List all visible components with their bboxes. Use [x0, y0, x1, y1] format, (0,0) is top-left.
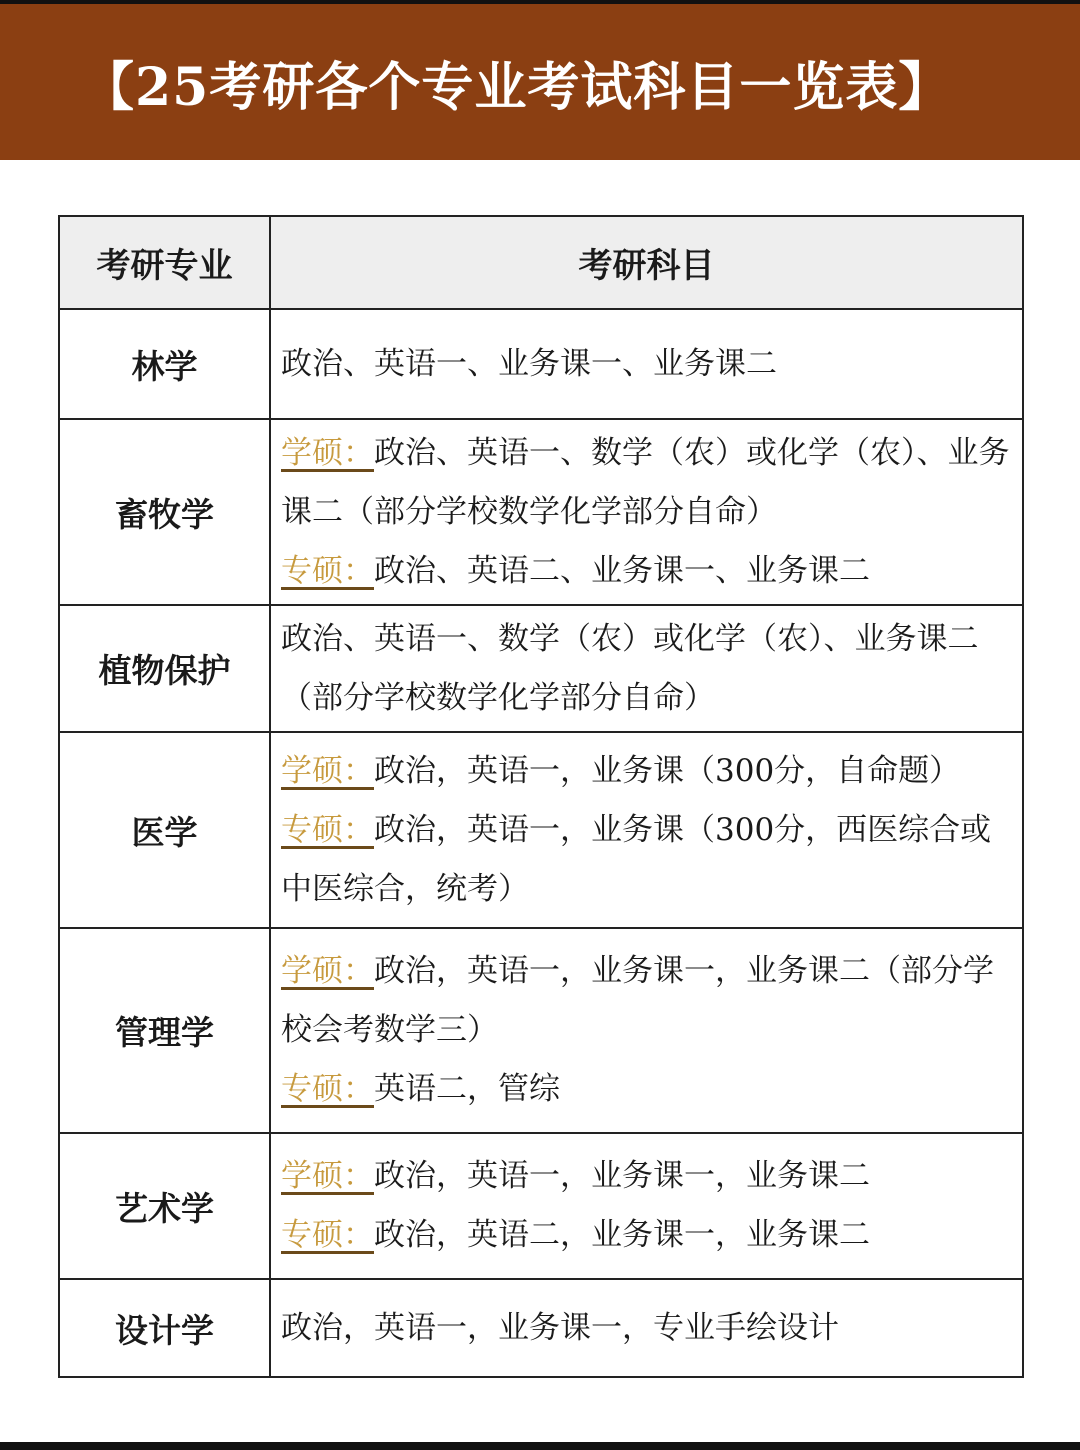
academic-subjects: 政治、英语一、数学（农）或化学（农）、业务课二（部分学校数学化学部分自命） [281, 434, 1010, 530]
table-row [59, 309, 1023, 419]
academic-subjects: 政治，英语一，业务课一，业务课二（部分学校会考数学三） [281, 953, 994, 1048]
professional-subjects: 政治，英语一，业务课（300分，西医综合或中医综合，统考） [281, 811, 992, 907]
table-row [59, 419, 1023, 605]
subjects-cell [270, 309, 1023, 419]
major-name: 植物保护 [59, 605, 270, 732]
subjects-cell [270, 419, 1023, 605]
academic-line [281, 424, 1014, 542]
academic-label: 学硕： [281, 752, 374, 789]
bottom-edge [0, 1442, 1080, 1450]
academic-line [281, 742, 1014, 801]
subjects-text: 政治、英语一、业务课一、业务课二 [281, 345, 777, 382]
page-title: 【25考研各个专业考试科目一览表】 [82, 57, 952, 118]
subjects-cell [270, 1279, 1023, 1377]
major-name: 林学 [59, 309, 270, 419]
subjects-cell [270, 605, 1023, 732]
professional-line [281, 1060, 1014, 1119]
column-header-subjects: 考研科目 [270, 216, 1023, 309]
professional-label: 专硕： [281, 552, 374, 589]
academic-line [281, 1147, 1014, 1206]
exam-subjects-table [58, 215, 1024, 1378]
professional-line [281, 801, 1014, 919]
professional-line [281, 542, 1014, 601]
academic-label: 学硕： [281, 953, 374, 989]
academic-label: 学硕： [281, 1158, 374, 1194]
academic-label: 学硕： [281, 434, 374, 471]
professional-label: 专硕： [281, 1217, 374, 1253]
professional-label: 专硕： [281, 1071, 374, 1107]
subjects-text: 政治，英语一，业务课一，专业手绘设计 [281, 1309, 839, 1346]
column-header-major: 考研专业 [59, 216, 270, 309]
major-name: 管理学 [59, 928, 270, 1133]
major-name: 设计学 [59, 1279, 270, 1377]
table-header-row [59, 216, 1023, 309]
table-row [59, 605, 1023, 732]
title-banner [0, 0, 1080, 160]
professional-label: 专硕： [281, 811, 374, 848]
subjects-cell [270, 732, 1023, 928]
subjects-text: 政治、英语一、数学（农）或化学（农）、业务课二（部分学校数学化学部分自命） [281, 620, 979, 716]
subjects-cell [270, 1133, 1023, 1279]
table-row [59, 732, 1023, 928]
professional-subjects: 政治，英语二，业务课一，业务课二 [374, 1217, 870, 1253]
professional-subjects: 英语二，管综 [374, 1071, 560, 1107]
academic-subjects: 政治，英语一，业务课一，业务课二 [374, 1158, 870, 1194]
major-name: 畜牧学 [59, 419, 270, 605]
table-row [59, 1279, 1023, 1377]
table-row [59, 928, 1023, 1133]
subjects-cell [270, 928, 1023, 1133]
table-row [59, 1133, 1023, 1279]
academic-subjects: 政治，英语一，业务课（300分，自命题） [374, 752, 961, 789]
major-name: 艺术学 [59, 1133, 270, 1279]
academic-line [281, 942, 1014, 1060]
professional-line [281, 1206, 1014, 1265]
major-name: 医学 [59, 732, 270, 928]
professional-subjects: 政治、英语二、业务课一、业务课二 [374, 552, 870, 589]
